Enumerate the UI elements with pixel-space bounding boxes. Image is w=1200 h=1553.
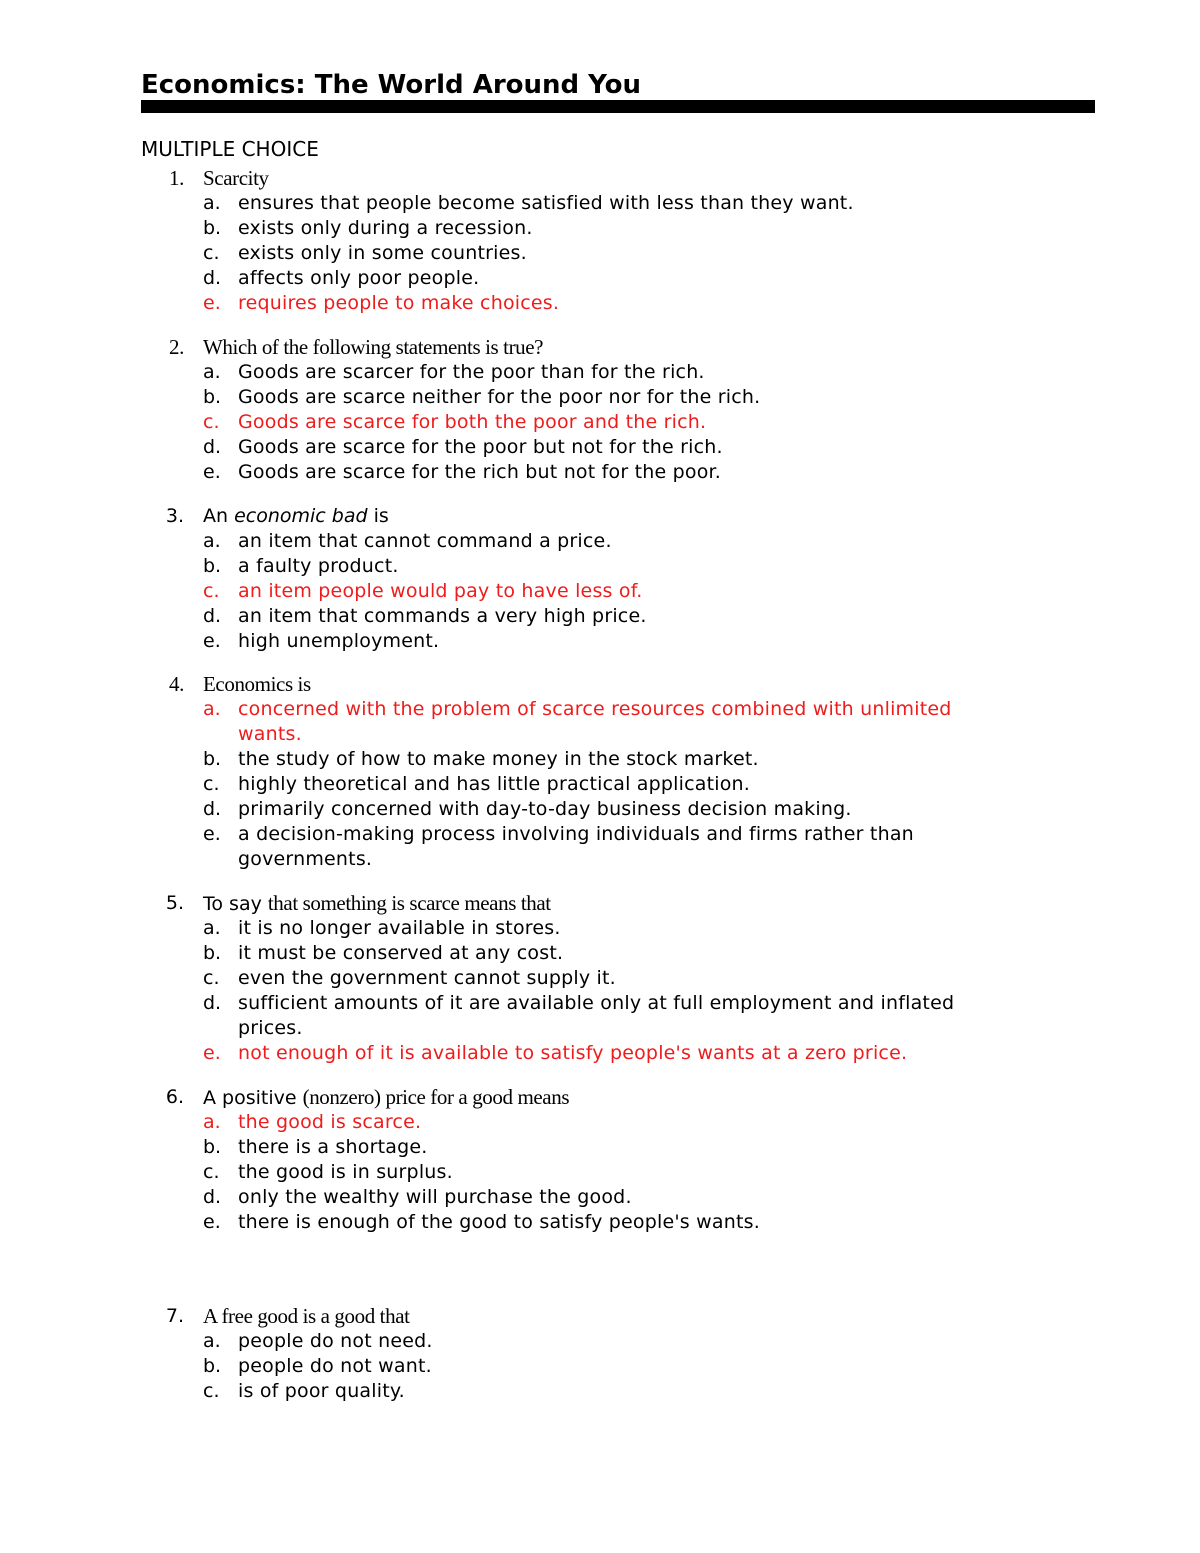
option-b [0, 1135, 1200, 1160]
question-number: 6. [165, 1086, 184, 1108]
option-text: Goods are scarce for both the poor and the rich. [238, 411, 707, 433]
option-c-answer [0, 410, 1200, 435]
option-text: requires people to make choices. [238, 292, 560, 314]
option-text: primarily concerned with day-to-day business decision making. [238, 798, 852, 820]
stem-italic-term: economic bad [234, 505, 368, 527]
option-letter: e. [203, 630, 221, 652]
option-text: Goods are scarce for the rich but not for the poor. [238, 461, 722, 483]
option-e [0, 629, 1200, 654]
stem-suffix: is [367, 505, 389, 527]
question-number: 5. [165, 892, 184, 914]
option-letter: d. [203, 436, 222, 458]
option-a [0, 191, 1200, 216]
option-text: Goods are scarcer for the poor than for the rich. [238, 361, 705, 383]
option-a [0, 1329, 1200, 1354]
option-text: highly theoretical and has little practical application. [238, 773, 751, 795]
option-a [0, 360, 1200, 385]
question-number: 3. [165, 505, 184, 527]
option-b [0, 216, 1200, 241]
question-stem [203, 504, 389, 529]
question-4 [0, 672, 1200, 872]
option-a-answer [0, 697, 1200, 747]
question-stem: Which of the following statements is true? [203, 335, 544, 359]
question-number: 7. [165, 1305, 184, 1327]
option-letter: d. [203, 798, 222, 820]
option-letter: a. [203, 917, 221, 939]
option-letter: c. [203, 773, 220, 795]
option-text: the good is scarce. [238, 1111, 422, 1133]
question-number: 4. [169, 672, 184, 696]
option-a [0, 529, 1200, 554]
option-b [0, 941, 1200, 966]
option-text: the good is in surplus. [238, 1161, 453, 1183]
option-letter: b. [203, 555, 222, 577]
option-text: sufficient amounts of it are available only at full employment and inflated prices. [238, 992, 955, 1039]
option-text: an item that cannot command a price. [238, 530, 612, 552]
option-b [0, 554, 1200, 579]
option-e [0, 1210, 1200, 1235]
option-c [0, 966, 1200, 991]
option-letter: c. [203, 967, 220, 989]
stem-prefix: A positive [203, 1087, 303, 1109]
option-d [0, 1185, 1200, 1210]
option-letter: e. [203, 823, 221, 845]
option-text: the study of how to make money in the stock market. [238, 748, 759, 770]
document-title: Economics: The World Around You [141, 70, 641, 100]
option-a [0, 916, 1200, 941]
option-letter: d. [203, 992, 222, 1014]
option-b [0, 1354, 1200, 1379]
option-text: there is a shortage. [238, 1136, 428, 1158]
question-stem: Scarcity [203, 166, 269, 190]
option-text: even the government cannot supply it. [238, 967, 616, 989]
option-text: Goods are scarce neither for the poor nor for the rich. [238, 386, 761, 408]
option-c-answer [0, 579, 1200, 604]
question-number: 1. [169, 166, 184, 190]
option-text: ensures that people become satisfied with less than they want. [238, 192, 854, 214]
option-letter: b. [203, 748, 222, 770]
option-letter: a. [203, 698, 221, 720]
option-text: people do not want. [238, 1355, 432, 1377]
title-rule [141, 100, 1095, 113]
question-7 [0, 1304, 1200, 1404]
option-text: not enough of it is available to satisfy people's wants at a zero price. [238, 1042, 908, 1064]
option-letter: c. [203, 1380, 220, 1402]
question-2 [0, 335, 1200, 485]
option-letter: b. [203, 942, 222, 964]
option-letter: e. [203, 292, 221, 314]
option-text: is of poor quality. [238, 1380, 405, 1402]
option-c [0, 1160, 1200, 1185]
option-c [0, 1379, 1200, 1404]
option-text: people do not need. [238, 1330, 433, 1352]
option-letter: e. [203, 1042, 221, 1064]
option-letter: e. [203, 1211, 221, 1233]
question-stem [203, 891, 551, 917]
option-letter: b. [203, 217, 222, 239]
option-e [0, 460, 1200, 485]
option-text: exists only during a recession. [238, 217, 533, 239]
option-text: an item people would pay to have less of. [238, 580, 643, 602]
option-letter: e. [203, 461, 221, 483]
option-text: it is no longer available in stores. [238, 917, 561, 939]
option-letter: a. [203, 361, 221, 383]
option-d [0, 604, 1200, 629]
question-5 [0, 891, 1200, 1066]
option-letter: d. [203, 1186, 222, 1208]
option-a-answer [0, 1110, 1200, 1135]
option-b [0, 747, 1200, 772]
option-letter: a. [203, 1330, 221, 1352]
question-stem: A free good is a good that [203, 1304, 410, 1328]
option-letter: c. [203, 242, 220, 264]
option-c [0, 772, 1200, 797]
question-1 [0, 166, 1200, 316]
stem-prefix: An [203, 505, 235, 527]
option-text: concerned with the problem of scarce resources combined with unlimited wants. [238, 698, 952, 745]
stem-prefix: To say [203, 893, 268, 915]
option-letter: c. [203, 580, 220, 602]
option-text: Goods are scarce for the poor but not for the rich. [238, 436, 723, 458]
option-text: only the wealthy will purchase the good. [238, 1186, 632, 1208]
option-letter: c. [203, 411, 220, 433]
option-e [0, 822, 1200, 872]
option-text: affects only poor people. [238, 267, 480, 289]
option-c [0, 241, 1200, 266]
option-d [0, 266, 1200, 291]
option-d [0, 797, 1200, 822]
option-letter: a. [203, 192, 221, 214]
option-letter: a. [203, 1111, 221, 1133]
option-b [0, 385, 1200, 410]
option-text: a decision-making process involving individuals and firms rather than governments. [238, 823, 914, 870]
option-e-answer [0, 291, 1200, 316]
option-text: high unemployment. [238, 630, 440, 652]
section-heading: MULTIPLE CHOICE [141, 137, 319, 161]
option-letter: d. [203, 267, 222, 289]
option-text: it must be conserved at any cost. [238, 942, 564, 964]
stem-text: (nonzero) price for a good means [302, 1085, 570, 1109]
option-letter: b. [203, 1136, 222, 1158]
option-letter: d. [203, 605, 222, 627]
option-letter: a. [203, 530, 221, 552]
option-letter: b. [203, 386, 222, 408]
option-text: an item that commands a very high price. [238, 605, 647, 627]
question-stem [203, 1085, 569, 1111]
option-text: exists only in some countries. [238, 242, 527, 264]
question-3 [0, 504, 1200, 654]
option-e-answer [0, 1041, 1200, 1066]
question-stem: Economics is [203, 672, 311, 696]
question-number: 2. [169, 335, 184, 359]
stem-text: that something is scarce means that [267, 891, 551, 915]
option-letter: b. [203, 1355, 222, 1377]
option-d [0, 435, 1200, 460]
option-letter: c. [203, 1161, 220, 1183]
option-text: there is enough of the good to satisfy people's wants. [238, 1211, 760, 1233]
option-d [0, 991, 1200, 1041]
question-6 [0, 1085, 1200, 1235]
option-text: a faulty product. [238, 555, 399, 577]
